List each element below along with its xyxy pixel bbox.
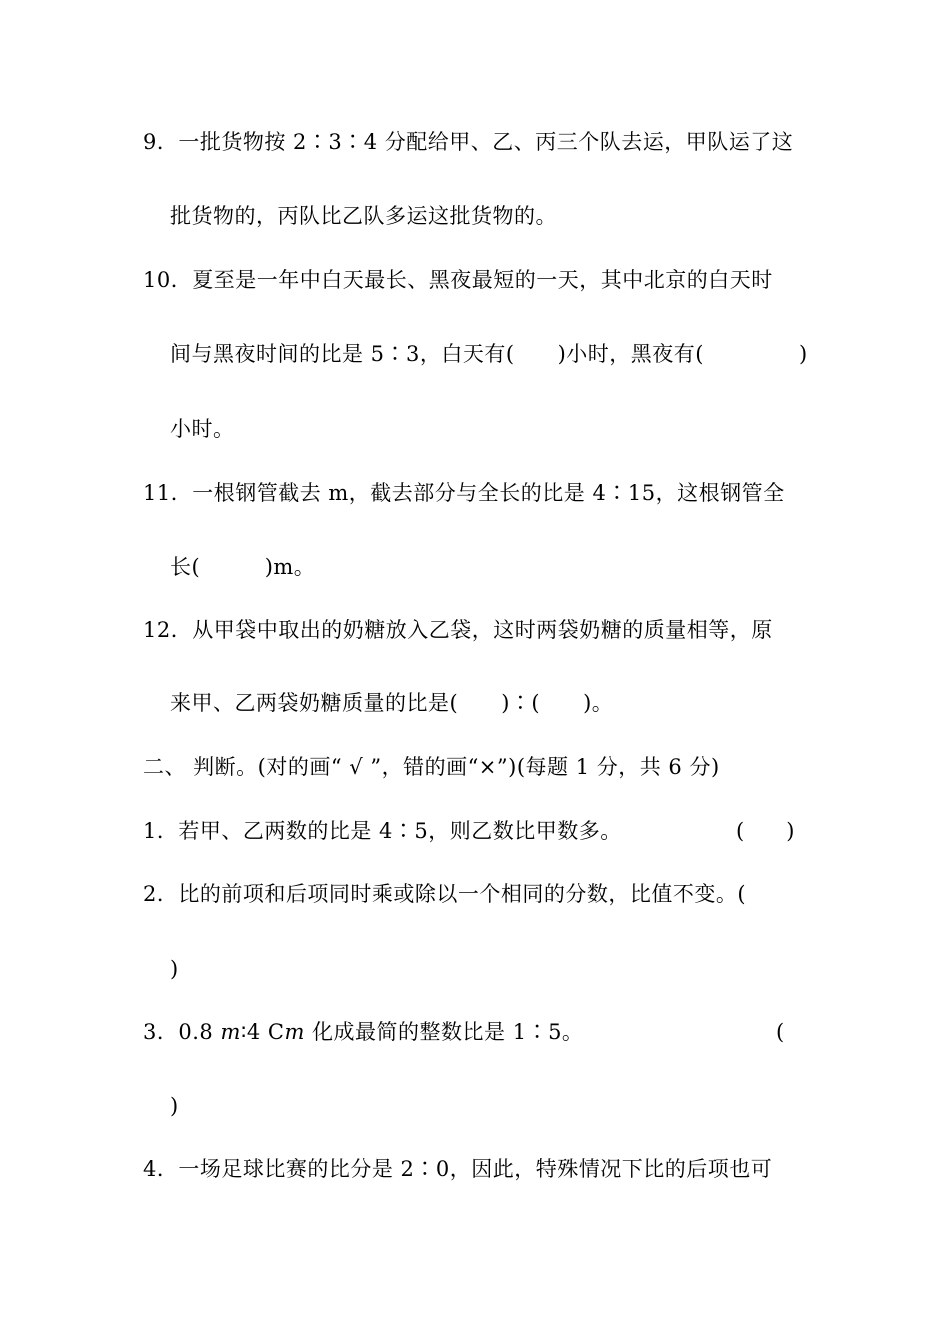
q10-line2-close-bracket: ) (799, 342, 808, 366)
q10-line2: 间与黑夜时间的比是 5∶3，白天有( )小时，黑夜有( (170, 342, 704, 366)
judgment-3-text-a: 3．0.8 (143, 1020, 221, 1044)
judgment-3-text-b: ∶4 C (240, 1020, 285, 1044)
judgment-3-text-c: 化成最简的整数比是 1∶5。 (304, 1020, 584, 1044)
q10-line3: 小时。 (170, 417, 235, 441)
judgment-3-close-bracket: ) (170, 1094, 179, 1118)
judgment-2-text: 2．比的前项和后项同时乘或除以一个相同的分数，比值不变。( (143, 882, 747, 906)
q12-line2: 来甲、乙两袋奶糖质量的比是( )∶( )。 (170, 691, 614, 715)
judgment-3-unit-m2: m (284, 1020, 305, 1044)
judgment-4-text: 4．一场足球比赛的比分是 2∶0，因此，特殊情况下比的后项也可 (143, 1157, 773, 1181)
q11-line1: 11．一根钢管截去 m，截去部分与全长的比是 4∶15，这根钢管全 (143, 481, 785, 505)
q9-line2: 批货物的，丙队比乙队多运这批货物的。 (170, 204, 557, 228)
judgment-2-close-bracket: ) (170, 957, 179, 981)
judgment-1-answer-bracket: ( ) (736, 819, 795, 843)
judgment-3-text (143, 1018, 583, 1046)
judgment-3-open-bracket: ( (776, 1020, 785, 1044)
judgment-1-text: 1．若甲、乙两数的比是 4∶5，则乙数比甲数多。 (143, 819, 622, 843)
q9-line1: 9．一批货物按 2∶3∶4 分配给甲、乙、丙三个队去运，甲队运了这 (143, 130, 794, 154)
section2-heading: 二、 判断。(对的画“ √ ”，错的画“×”)(每题 1 分，共 6 分) (143, 755, 720, 779)
q10-line1: 10．夏至是一年中白天最长、黑夜最短的一天，其中北京的白天时 (143, 268, 773, 292)
q12-line1: 12．从甲袋中取出的奶糖放入乙袋，这时两袋奶糖的质量相等，原 (143, 618, 773, 642)
q11-line2: 长( )m。 (170, 555, 316, 579)
judgment-3-unit-m1: m (220, 1020, 241, 1044)
